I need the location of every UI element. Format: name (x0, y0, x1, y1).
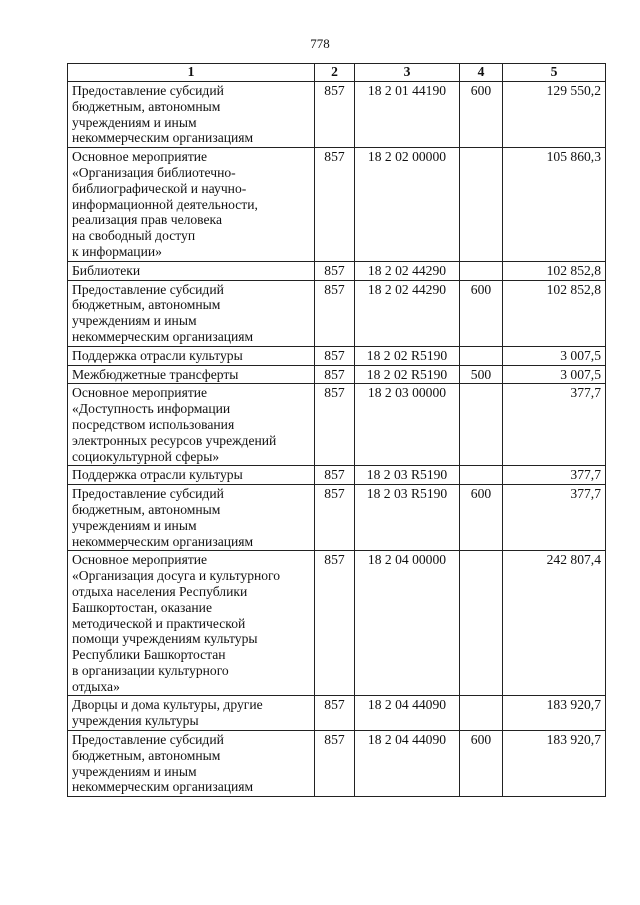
cell-ministry-code: 857 (315, 696, 355, 731)
table-row (68, 346, 606, 365)
cell-expense-type: 600 (460, 485, 503, 551)
cell-name (68, 551, 315, 696)
row-name-text: Поддержка отрасли культуры (72, 347, 243, 363)
cell-name (68, 696, 315, 731)
row-name-text: Предоставление субсидий бюджетным, автономным учреждениям и иным некоммерческим организациям (72, 486, 254, 549)
cell-amount: 242 807,4 (503, 551, 606, 696)
cell-ministry-code: 857 (315, 365, 355, 384)
column-header-article: 3 (355, 64, 460, 82)
cell-amount: 183 920,7 (503, 696, 606, 731)
table-row (68, 148, 606, 262)
cell-amount: 102 852,8 (503, 261, 606, 280)
cell-article-code: 18 2 04 44090 (355, 731, 460, 797)
cell-expense-type (460, 551, 503, 696)
cell-expense-type (460, 346, 503, 365)
column-header-expense-type: 4 (460, 64, 503, 82)
cell-name (68, 731, 315, 797)
cell-article-code: 18 2 01 44190 (355, 82, 460, 148)
cell-expense-type (460, 261, 503, 280)
table-row (68, 365, 606, 384)
cell-name (68, 466, 315, 485)
cell-ministry-code: 857 (315, 346, 355, 365)
cell-amount: 3 007,5 (503, 365, 606, 384)
row-name-text: Межбюджетные трансферты (72, 366, 239, 382)
cell-amount: 105 860,3 (503, 148, 606, 262)
row-name-text: Библиотеки (72, 262, 141, 278)
cell-article-code: 18 2 03 R5190 (355, 466, 460, 485)
page-number: 778 (310, 36, 330, 51)
table-row (68, 485, 606, 551)
cell-amount: 3 007,5 (503, 346, 606, 365)
table-row (68, 551, 606, 696)
row-name-text: Предоставление субсидий бюджетным, автономным учреждениям и иным некоммерческим организациям (72, 281, 254, 344)
header-row (68, 64, 606, 82)
table-row (68, 696, 606, 731)
cell-ministry-code: 857 (315, 731, 355, 797)
cell-article-code: 18 2 02 00000 (355, 148, 460, 262)
cell-article-code: 18 2 04 00000 (355, 551, 460, 696)
cell-name (68, 261, 315, 280)
cell-ministry-code: 857 (315, 466, 355, 485)
row-name-text: Дворцы и дома культуры, другие учреждения культуры (72, 697, 263, 729)
cell-article-code: 18 2 02 R5190 (355, 346, 460, 365)
cell-article-code: 18 2 02 R5190 (355, 365, 460, 384)
column-header-ministry: 2 (315, 64, 355, 82)
cell-amount: 102 852,8 (503, 280, 606, 346)
cell-ministry-code: 857 (315, 82, 355, 148)
cell-ministry-code: 857 (315, 280, 355, 346)
cell-expense-type: 600 (460, 280, 503, 346)
table-row (68, 466, 606, 485)
row-name-text: Поддержка отрасли культуры (72, 467, 243, 483)
row-name-text: Предоставление субсидий бюджетным, автономным учреждениям и иным некоммерческим организациям (72, 732, 254, 795)
cell-article-code: 18 2 03 00000 (355, 384, 460, 466)
column-header-amount: 5 (503, 64, 606, 82)
cell-article-code: 18 2 02 44290 (355, 261, 460, 280)
cell-name (68, 280, 315, 346)
cell-ministry-code: 857 (315, 485, 355, 551)
cell-amount: 377,7 (503, 466, 606, 485)
cell-ministry-code: 857 (315, 551, 355, 696)
cell-name (68, 485, 315, 551)
cell-article-code: 18 2 02 44290 (355, 280, 460, 346)
row-name-text: Основное мероприятие «Доступность информации посредством использования электронных ресурсов учреждений социокультурной сферы» (72, 385, 277, 464)
cell-amount: 377,7 (503, 384, 606, 466)
row-name-text: Основное мероприятие «Организация библиотечно- библиографической и научно- информационной деятельности, реализация прав человека на свободный доступ к информации» (72, 149, 258, 259)
cell-name (68, 346, 315, 365)
cell-expense-type (460, 384, 503, 466)
table-row (68, 731, 606, 797)
budget-table (67, 63, 606, 797)
cell-name (68, 148, 315, 262)
cell-article-code: 18 2 03 R5190 (355, 485, 460, 551)
cell-expense-type: 600 (460, 82, 503, 148)
cell-amount: 129 550,2 (503, 82, 606, 148)
table-row (68, 82, 606, 148)
cell-expense-type (460, 148, 503, 262)
row-name-text: Основное мероприятие «Организация досуга и культурного отдыха населения Республики Башкортостан, оказание методической и практической помощи учреждениям культуры Республики Башкортостан в организации культурного отдыха» (72, 552, 281, 694)
cell-expense-type (460, 466, 503, 485)
cell-name (68, 384, 315, 466)
cell-expense-type: 600 (460, 731, 503, 797)
cell-ministry-code: 857 (315, 384, 355, 466)
cell-name (68, 365, 315, 384)
cell-ministry-code: 857 (315, 148, 355, 262)
cell-article-code: 18 2 04 44090 (355, 696, 460, 731)
cell-amount: 183 920,7 (503, 731, 606, 797)
row-name-text: Предоставление субсидий бюджетным, автономным учреждениям и иным некоммерческим организациям (72, 83, 254, 146)
cell-name (68, 82, 315, 148)
cell-amount: 377,7 (503, 485, 606, 551)
column-header-name: 1 (68, 64, 315, 82)
cell-expense-type (460, 696, 503, 731)
table-row (68, 280, 606, 346)
table-row (68, 384, 606, 466)
table-row (68, 261, 606, 280)
cell-expense-type: 500 (460, 365, 503, 384)
cell-ministry-code: 857 (315, 261, 355, 280)
